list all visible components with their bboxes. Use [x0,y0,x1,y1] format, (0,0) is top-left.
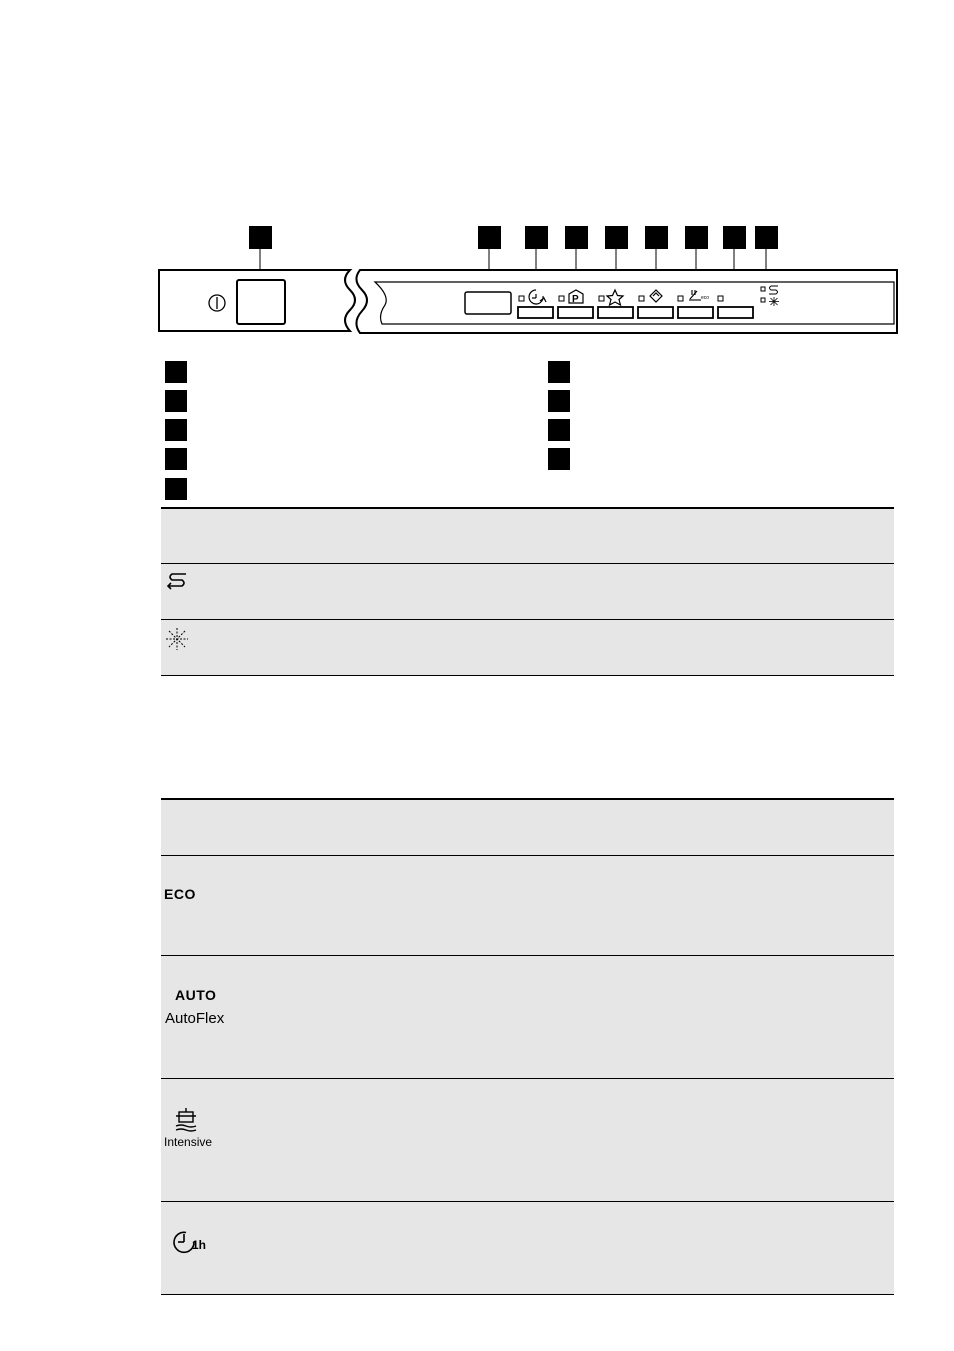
callout-2 [478,226,501,249]
one-hour-label: 1h [192,1238,207,1252]
legend-3 [165,419,187,441]
rinse-aid-small-icon [769,297,779,306]
callout-6 [645,226,668,249]
autoflex-label: AutoFlex [165,1010,225,1027]
callout-1 [249,226,272,249]
reset-button[interactable] [718,307,753,318]
programmes-table-header [161,798,894,856]
programme-row-eco [161,856,894,956]
programme-row-1h [161,1202,894,1295]
programme-row-autoflex [161,956,894,1079]
programme-row-intensive [161,1079,894,1202]
svg-text:eco: eco [701,295,710,301]
callout-4 [565,226,588,249]
eco-label: ECO [164,886,196,902]
legend-4 [165,448,187,470]
on-off-button[interactable] [237,280,285,324]
legend-2 [165,390,187,412]
pot-icon [174,1105,204,1135]
callout-8 [723,226,746,249]
indicators-row-rinse-aid [161,620,894,676]
callout-5 [605,226,628,249]
program-button[interactable] [558,307,593,318]
multitab-button[interactable] [638,307,673,318]
callout-9 [755,226,778,249]
one-hour-icon [172,1228,216,1258]
myfavourite-button[interactable] [598,307,633,318]
indicators-row-salt [161,564,894,620]
xtradry-button[interactable] [678,307,713,318]
callout-7 [685,226,708,249]
salt-indicator-icon [164,570,190,596]
legend-7 [548,390,570,412]
legend-6 [548,361,570,383]
auto-label: AUTO [175,987,217,1003]
indicators-table-header [161,507,894,564]
callout-3 [525,226,548,249]
control-panel-diagram [0,0,954,520]
programmes-table [161,798,894,1295]
svg-text:P: P [572,294,579,305]
intensive-label: Intensive [164,1135,213,1149]
legend-9 [548,448,570,470]
legend-5 [165,478,187,500]
legend-1 [165,361,187,383]
display [465,292,511,314]
rinse-aid-indicator-icon [164,626,190,652]
delay-start-button[interactable] [518,307,553,318]
legend-8 [548,419,570,441]
callout-squares [249,226,778,249]
indicators-table [161,507,894,676]
